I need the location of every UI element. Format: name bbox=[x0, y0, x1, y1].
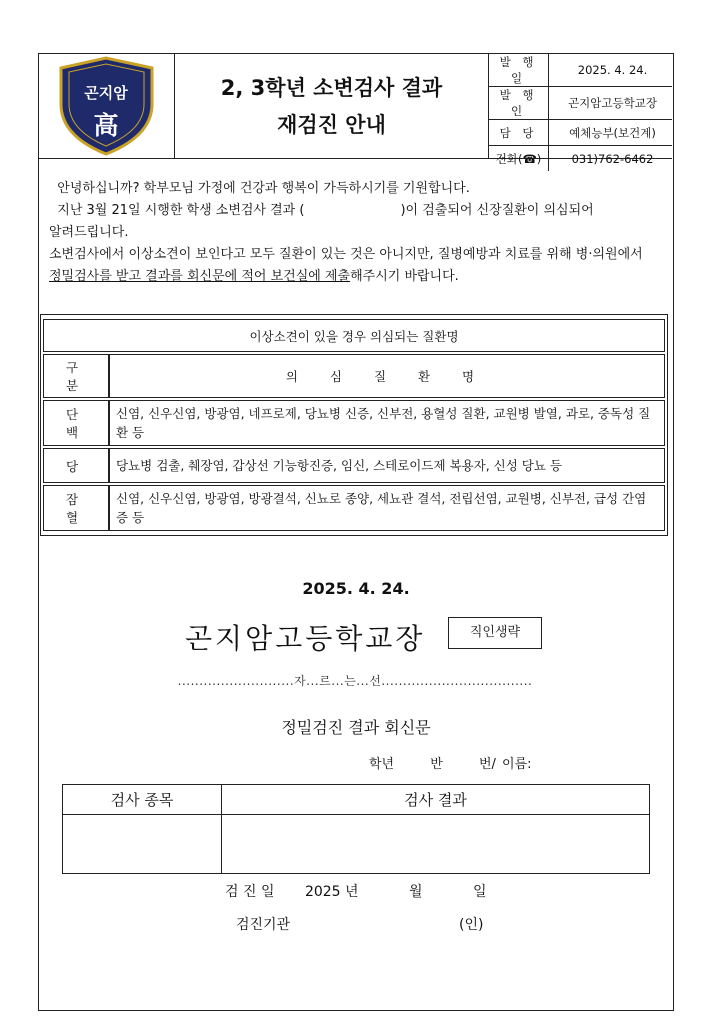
info-value: 곤지암고등학교장 bbox=[549, 87, 673, 120]
info-row bbox=[489, 54, 672, 87]
exam-item-field[interactable] bbox=[63, 815, 222, 874]
info-key: 발 행 일 bbox=[489, 54, 549, 87]
info-key: 담 당 bbox=[489, 120, 549, 146]
info-row bbox=[489, 120, 672, 146]
table-row bbox=[43, 485, 665, 531]
column-header-category: 구 분 bbox=[43, 354, 109, 398]
exam-result-field[interactable] bbox=[222, 815, 650, 874]
student-info-line bbox=[369, 753, 562, 772]
exam-day: 일 bbox=[472, 884, 487, 900]
advice-text: 소변검사에서 이상소견이 보인다고 모두 질환이 있는 것은 아니지만, 질병예방과 치료를 위해 병·의원에서 bbox=[49, 247, 643, 262]
class-label: 반 bbox=[430, 757, 443, 772]
request-text-underlined: 정밀검사를 받고 결과를 회신문에 적어 보건실에 제출 bbox=[49, 269, 351, 284]
institution-seal: (인) bbox=[459, 917, 484, 933]
disease-table bbox=[43, 317, 665, 533]
principal-name: 곤지암고등학교장 bbox=[185, 622, 426, 655]
logo-text-top: 곤지암 bbox=[84, 84, 128, 102]
column-header-disease: 의 심 질 환 명 bbox=[109, 354, 665, 398]
greeting-text: 안녕하십니까? 학부모님 가정에 건강과 행복이 가득하시기를 기원합니다. bbox=[57, 181, 470, 196]
issue-date: 2025. 4. 24. bbox=[302, 579, 410, 598]
issue-info-table bbox=[489, 54, 672, 171]
seal-omitted-box: 직인생략 bbox=[448, 617, 542, 649]
table-row bbox=[43, 400, 665, 446]
category-cell: 당 bbox=[43, 448, 109, 483]
exam-result-header: 검사 결과 bbox=[222, 785, 650, 815]
cut-line: ...........................자...르...는...선................................... bbox=[177, 674, 533, 688]
result-text-b: )이 검출되어 신장질환이 의심되어 bbox=[400, 203, 594, 218]
grade-label: 학년 bbox=[369, 757, 395, 772]
number-name-label: 번/ 이름: bbox=[478, 757, 532, 772]
institution-label: 검진기관 bbox=[236, 917, 291, 933]
info-value: 031)762-6462 bbox=[571, 151, 654, 166]
info-key: 전화(☎) bbox=[489, 146, 549, 172]
school-logo-cell bbox=[39, 54, 175, 158]
result-text-a: 지난 3월 21일 시행한 학생 소변검사 결과 ( bbox=[57, 203, 305, 218]
title-cell bbox=[175, 54, 489, 158]
document-header bbox=[39, 54, 672, 166]
exam-date-label: 검 진 일 bbox=[225, 884, 275, 900]
disease-cell: 당뇨병 검출, 췌장염, 갑상선 기능항진증, 임신, 스테로이드제 복용자, 신성 당뇨 등 bbox=[109, 448, 665, 483]
document-frame bbox=[38, 53, 674, 1011]
exam-month: 월 bbox=[409, 884, 423, 900]
exam-date-line bbox=[225, 881, 513, 901]
info-value: 2025. 4. 24. bbox=[549, 54, 673, 87]
exam-item-header: 검사 종목 bbox=[63, 785, 222, 815]
logo-text-bottom: 高 bbox=[93, 111, 119, 140]
info-row bbox=[489, 87, 672, 120]
info-row bbox=[489, 146, 672, 172]
category-cell: 단 백 bbox=[43, 400, 109, 446]
disease-cell: 신염, 신우신염, 방광염, 네프로제, 당뇨병 신증, 신부전, 용혈성 질환, 교원병 발열, 과로, 중독성 질환 등 bbox=[109, 400, 665, 446]
table-row bbox=[43, 448, 665, 483]
school-emblem-icon bbox=[39, 54, 174, 158]
document-title-line1: 2, 3학년 소변검사 결과 bbox=[220, 76, 443, 100]
reply-form-title: 정밀검진 결과 회신문 bbox=[281, 718, 431, 737]
disease-cell: 신염, 신우신염, 방광염, 방광결석, 신뇨로 종양, 세뇨관 결석, 전립선염, 교원병, 신부전, 급성 간염증 등 bbox=[109, 485, 665, 531]
request-text: 해주시기 바랍니다. bbox=[350, 269, 459, 284]
category-cell: 잠 혈 bbox=[43, 485, 109, 531]
notify-text: 알려드립니다. bbox=[49, 225, 129, 240]
notice-paragraph bbox=[49, 178, 669, 288]
info-key: 발 행 인 bbox=[489, 87, 549, 120]
disease-table-wrapper bbox=[40, 314, 668, 536]
document-title-line2: 재검진 안내 bbox=[277, 113, 386, 137]
exam-year: 2025 년 bbox=[304, 884, 359, 900]
exam-result-table bbox=[62, 784, 650, 874]
disease-table-title: 이상소견이 있을 경우 의심되는 질환명 bbox=[43, 319, 665, 352]
info-value: 예체능부(보건계) bbox=[549, 120, 673, 146]
